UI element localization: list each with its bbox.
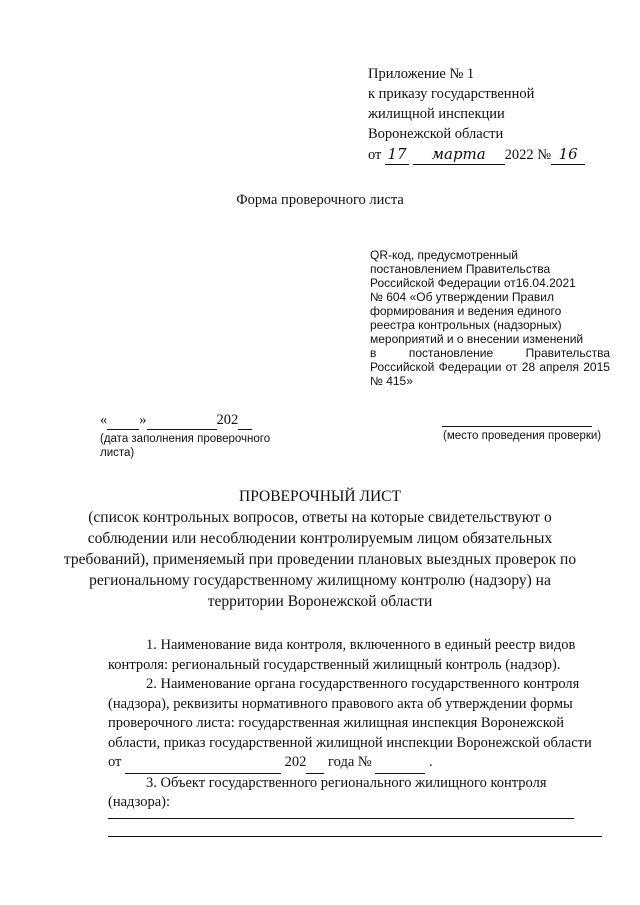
checklist-subtitle-line: региональному государственному жилищному контролю (надзору) на xyxy=(89,572,551,589)
qr-note-line: № 604 «Об утверждении Правил xyxy=(370,290,554,304)
item-3-line: (надзора): xyxy=(108,794,171,810)
object-blank-line xyxy=(108,818,574,819)
order-number-blank xyxy=(375,753,425,774)
item-1-line: 1. Наименование вида контроля, включенного в единый реестр видов xyxy=(146,637,576,653)
object-blank-line xyxy=(108,836,602,837)
qr-note-line: реестра контрольных (надзорных) xyxy=(370,318,562,332)
day-blank xyxy=(107,412,139,430)
item-2-line: (надзора), реквизиты нормативного правового акта об утверждении формы xyxy=(108,695,573,712)
order-year-blank xyxy=(306,753,324,774)
qr-word: от xyxy=(505,360,518,374)
qr-word: постановление xyxy=(408,346,494,360)
qr-code-note xyxy=(370,248,610,388)
place-caption: (место проведения проверки) xyxy=(443,430,602,442)
month-blank xyxy=(147,412,217,430)
qr-word: Российской xyxy=(370,360,435,374)
appendix-line: Воронежской области xyxy=(368,126,504,142)
appendix-date-line xyxy=(368,144,585,165)
qr-word: апреля xyxy=(539,360,579,374)
checklist-title xyxy=(0,486,640,612)
close-quote: » xyxy=(139,412,147,428)
fill-date-field xyxy=(100,412,252,430)
checklist-subtitle-line: территории Воронежской области xyxy=(207,593,433,610)
checklist-subtitle-line: соблюдении или несоблюдении контролируемым лицом обязательных xyxy=(87,530,553,547)
appendix-block xyxy=(368,64,585,165)
item-1-line: контроля: региональный государственный жилищный контроль (надзор). xyxy=(108,656,561,673)
qr-word: Правительства xyxy=(525,346,610,360)
qr-note-line: постановлением Правительства xyxy=(370,262,551,276)
place-blank-line xyxy=(442,412,592,427)
checklist-body xyxy=(108,636,608,813)
appendix-line: к приказу государственной xyxy=(368,86,535,102)
qr-note-justified-line xyxy=(370,346,610,360)
item-2-line: 2. Наименование органа государственного государственного контроля xyxy=(146,676,580,692)
period: . xyxy=(428,754,433,770)
qr-word: 2015 xyxy=(583,360,610,374)
checklist-subtitle-line: требований), применяемый при проведении плановых выездных проверок по xyxy=(63,551,577,568)
appendix-line: Приложение № 1 xyxy=(368,66,475,82)
checklist-heading: ПРОВЕРОЧНЫЙ ЛИСТ xyxy=(239,488,401,505)
qr-note-line: формирования и ведения единого xyxy=(370,304,562,318)
handwritten-month: марта xyxy=(413,144,505,165)
order-date-blank xyxy=(125,753,281,774)
order-year-prefix: 202 xyxy=(284,754,307,770)
date-year-number: 2022 № xyxy=(504,147,552,163)
year-prefix: 202 xyxy=(216,412,239,428)
qr-word: в xyxy=(370,346,377,360)
qr-note-line: № 415» xyxy=(370,374,413,388)
order-date-prefix: от xyxy=(108,754,122,770)
open-quote: « xyxy=(100,412,108,428)
checklist-subtitle-line: (список контрольных вопросов, ответы на которые свидетельствуют о xyxy=(88,509,552,526)
qr-word: 28 xyxy=(521,360,536,374)
qr-note-line: QR-код, предусмотренный xyxy=(370,248,518,262)
handwritten-order-number: 16 xyxy=(551,144,585,165)
qr-note-line: Российской Федерации от16.04.2021 xyxy=(370,276,576,290)
appendix-line: жилищной инспекции xyxy=(368,106,505,122)
year-blank xyxy=(238,412,252,430)
item-2-line: проверочного листа: государственная жилищная инспекция Воронежской xyxy=(108,715,565,731)
item-3-line: 3. Объект государственного регионального жилищного контроля xyxy=(146,774,547,791)
qr-note-line: мероприятий и о внесении изменений xyxy=(370,332,584,346)
date-prefix: от xyxy=(368,147,382,163)
item-2-line: области, приказ государственной жилищной инспекции Воронежской области xyxy=(108,734,592,751)
order-number-prefix: года № xyxy=(328,754,372,770)
handwritten-day: 17 xyxy=(385,144,409,165)
qr-word: Федерации xyxy=(438,360,502,374)
date-caption: (дата заполнения проверочного листа) xyxy=(100,433,271,459)
qr-note-justified-line xyxy=(370,360,610,374)
form-title: Форма проверочного листа xyxy=(236,192,404,208)
item-2-date-line xyxy=(108,753,608,774)
